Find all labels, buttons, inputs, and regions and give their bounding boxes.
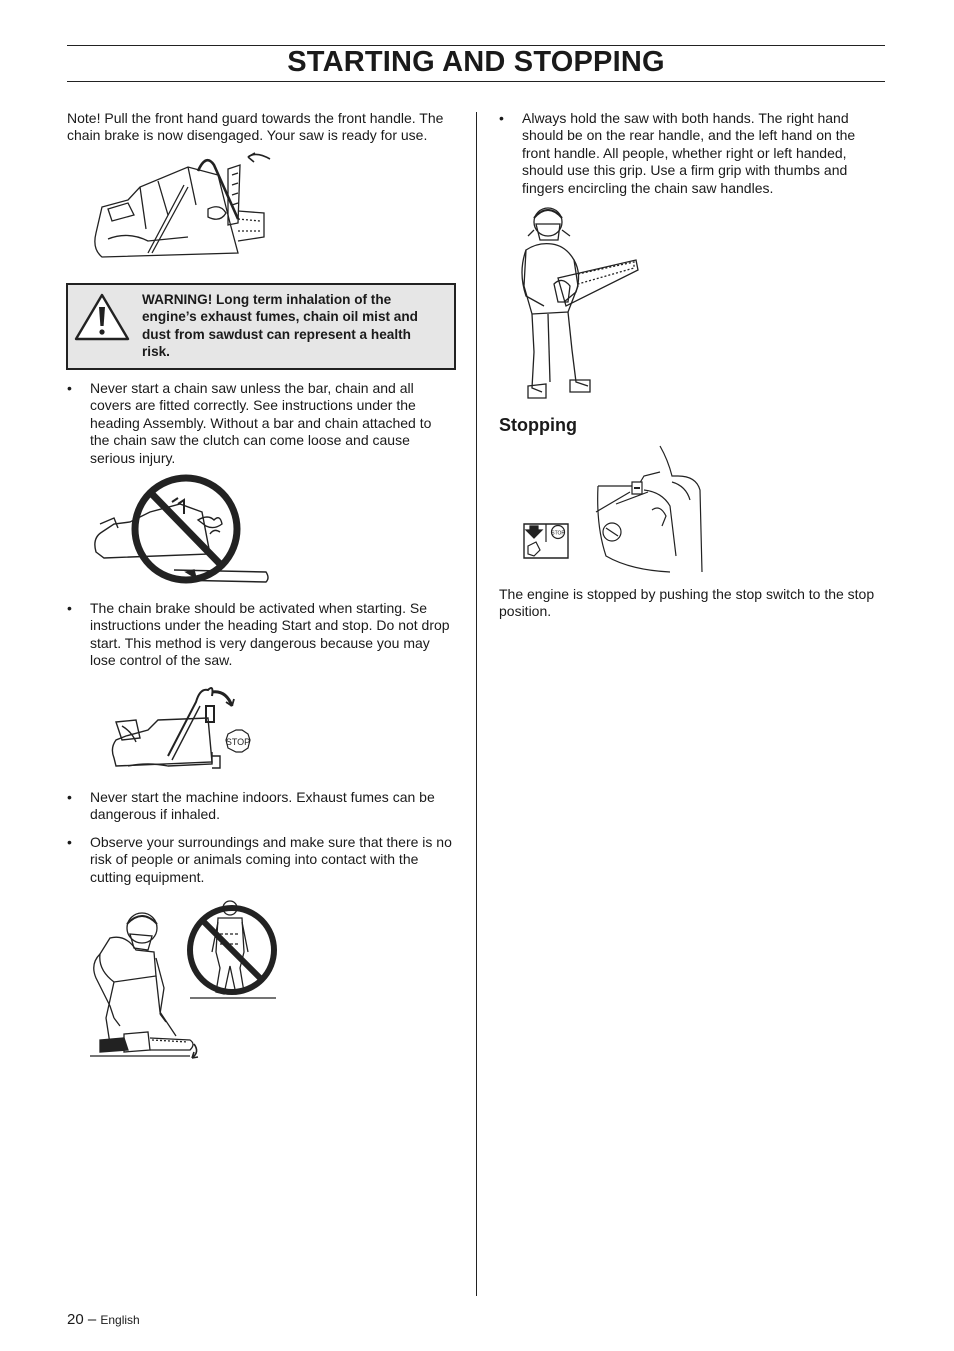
page-number: 20 – <box>67 1311 97 1328</box>
two-hand-grip-illustration <box>518 202 643 402</box>
bullet-symbol: • <box>67 789 72 805</box>
stopping-paragraph: The engine is stopped by pushing the stop switch to the stop position. <box>499 586 875 620</box>
bullet-symbol: • <box>499 110 504 126</box>
page-footer <box>67 1311 140 1329</box>
list-item-text: Always hold the saw with both hands. The right hand should be on the rear handle, and the left hand on the front handle. All people, whether right or left handed, should use this grip. Use a firm grip with thumbs and fingers encircling the chain saw handles. <box>522 110 856 196</box>
list-item-text: The chain brake should be activated when starting. Se instructions under the heading Start and stop. Do not drop start. This method is very dangerous because you may lose control of the saw. <box>90 600 450 669</box>
bullet-symbol: • <box>67 600 72 616</box>
no-bar-prohibited-illustration <box>90 474 270 589</box>
list-item-text: Never start a chain saw unless the bar, chain and all covers are fitted correctly. See instructions under the heading Assembly. Without a bar and chain attached to the chain saw the clutch can come loose and cause serious injury. <box>90 380 432 466</box>
list-item-text: Never start the machine indoors. Exhaust fumes can be dangerous if inhaled. <box>90 789 435 823</box>
bullet-symbol: • <box>67 834 72 850</box>
page-title: STARTING AND STOPPING <box>287 46 665 78</box>
warning-box <box>66 283 456 370</box>
bystander-safety-illustration <box>90 894 280 1064</box>
note-paragraph: Note! Pull the front hand guard towards the front handle. The chain brake is now disengaged. Your saw is ready for use. <box>67 110 444 144</box>
stop-sign-label: STOP <box>225 737 251 747</box>
stop-switch-label: STOP <box>551 530 565 537</box>
list-item-text: Observe your surroundings and make sure that there is no risk of people or animals coming into contact with the cutting equipment. <box>90 834 452 885</box>
warning-triangle-icon <box>74 293 130 341</box>
column-divider <box>476 112 477 1296</box>
chain-brake-disengage-illustration <box>88 145 268 265</box>
footer-language: English <box>100 1313 140 1327</box>
stopping-heading: Stopping <box>499 415 577 435</box>
chain-brake-activated-illustration <box>108 678 258 773</box>
warning-text: WARNING! Long term inhalation of the engine’s exhaust fumes, chain oil mist and dust from sawdust can represent a health risk. <box>142 292 418 360</box>
bullet-symbol: • <box>67 380 72 396</box>
stop-switch-illustration <box>520 446 705 576</box>
header-bottom-rule <box>67 81 885 82</box>
